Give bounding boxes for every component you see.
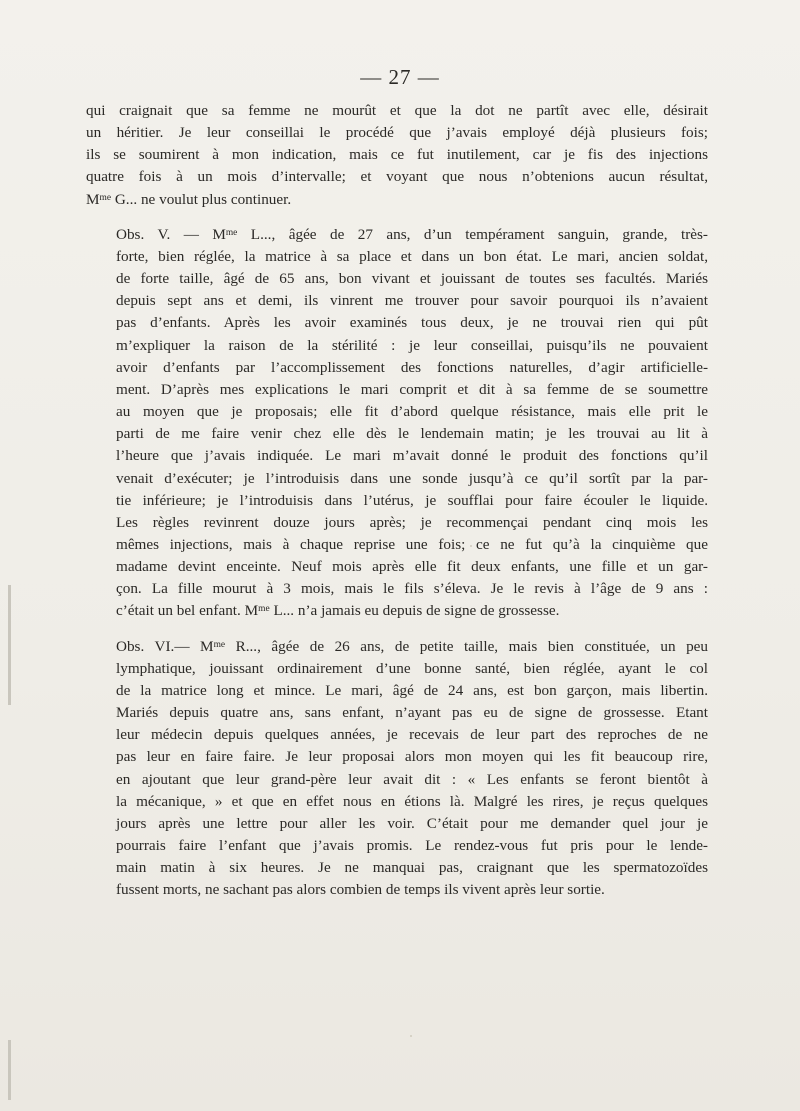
text-line: Mariés depuis quatre ans, sans enfant, n’ayant pas eu de signe de grossesse. Etant — [116, 704, 708, 722]
text-line: pas leur en faire faire. Je leur proposai alors mon moyen qui les fit beaucoup rire, — [116, 748, 708, 766]
text-line: jours après une lettre pour aller les voir. C’était pour me demander quel jour je — [116, 814, 708, 832]
text-line: parti de me faire venir chez elle dès le lendemain matin; je les trouvai au lit à — [116, 425, 708, 443]
text-line: venait d’exécuter; je l’introduisis dans une sonde jusqu’à ce qu’il sortît par la par- — [116, 469, 708, 487]
text-line: avoir d’enfants par l’accomplissement des fonctions naturelles, d’agir artificielle- — [116, 358, 708, 376]
text-line: c’était un bel enfant. $M^{me}$ L... n’a jamais eu depuis de signe de grossesse. — [116, 602, 560, 620]
text-line: pourrais faire l’enfant que j’avais promis. Le rendez-vous fut pris pour le lende- — [116, 837, 708, 854]
text-line: lymphatique, jouissant ordinairement d’une bonne santé, bien réglée, ayant le col — [116, 659, 708, 677]
text-line: de la matrice long et mince. Le mari, âgé de 24 ans, est bon garçon, mais libertin. — [116, 681, 708, 699]
text-line: fussent morts, ne sachant pas alors combien de temps ils vivent après leur sortie. — [116, 881, 605, 899]
text-line: un héritier. Je leur conseillai le procédé que j’avais employé déjà plusieurs fois; — [86, 124, 708, 142]
paragraph-continuation — [86, 100, 708, 211]
text-line: ment. D’après mes explications le mari comprit et dit à sa femme de se soumettre — [116, 380, 708, 398]
text-line: forte, bien réglée, la matrice à sa place et dans un bon état. Le mari, ancien soldat, — [116, 247, 708, 265]
text-line: qui craignait que sa femme ne mourût et que la dot ne partît avec elle, désirait — [86, 102, 708, 119]
text-line: l’heure que j’avais indiquée. Le mari m’avait donné le produit des fonctions qu’il — [116, 447, 708, 465]
paragraph-observation-vi — [86, 636, 708, 902]
text-line: leur médecin depuis quelques années, je recevais de leur part des reproches de ne — [116, 726, 708, 744]
text-line: main matin à six heures. Je ne manquai pas, craignant que les spermatozoïdes — [116, 859, 708, 877]
text-line: $M^{me}$ G... ne voulut plus continuer. — [86, 190, 292, 208]
scan-margin-mark — [8, 585, 11, 705]
text-line: depuis sept ans et demi, ils vinrent me trouver pour savoir pourquoi ils n’avaient — [116, 292, 708, 310]
text-line: Obs. VI.— $M^{me}$ R..., âgée de 26 ans, de petite taille, mais bien constituée, un peu — [116, 637, 708, 655]
scan-margin-mark — [8, 1040, 11, 1100]
text-line: Obs. V. — $M^{me}$ L..., âgée de 27 ans, d’un tempérament sanguin, grande, très- — [116, 225, 708, 243]
text-line: Les règles revinrent douze jours après; je recommençai pendant cinq mois les — [116, 513, 708, 531]
text-line: madame devint enceinte. Neuf mois après elle fit deux enfants, une fille et un gar- — [116, 558, 708, 576]
text-line: tie inférieure; je l’introduisis dans l’utérus, je soufflai pour faire écouler le liquide. — [116, 491, 708, 509]
text-line: de forte taille, âgé de 65 ans, bon vivant et jouissant de toutes ses facultés. Mariés — [116, 270, 708, 288]
text-line: m’expliquer la raison de la stérilité : je leur conseillai, puisqu’ils ne pouvaient — [116, 336, 708, 354]
text-line: mêmes injections, mais à chaque reprise une fois; ce ne fut qu’à la cinquième que — [116, 535, 708, 553]
paper-speck — [410, 1035, 412, 1037]
text-line: quatre fois à un mois d’intervalle; et voyant que nous n’obtenions aucun résultat, — [86, 168, 708, 186]
paragraph-observation-v — [86, 224, 708, 623]
text-line: ils se soumirent à mon indication, mais ce fut inutilement, car je fis des injections — [86, 146, 708, 164]
text-line: la mécanique, » et que en effet nous en étions là. Malgré les rires, je reçus quelques — [116, 792, 708, 810]
page-number: — 27 — — [360, 65, 440, 89]
body-text — [86, 100, 708, 901]
text-line: au moyen que je proposais; elle fit d’abord quelque résistance, mais elle prit le — [116, 403, 708, 421]
text-line: çon. La fille mourut à 3 mois, mais le fils s’éleva. Je le revis à l’âge de 9 ans : — [116, 580, 708, 598]
text-line: en ajoutant que leur grand-père leur avait dit : « Les enfants se feront bientôt à — [116, 770, 708, 788]
text-line: pas d’enfants. Après les avoir examinés tous deux, je ne trouvai rien qui pût — [116, 314, 708, 332]
